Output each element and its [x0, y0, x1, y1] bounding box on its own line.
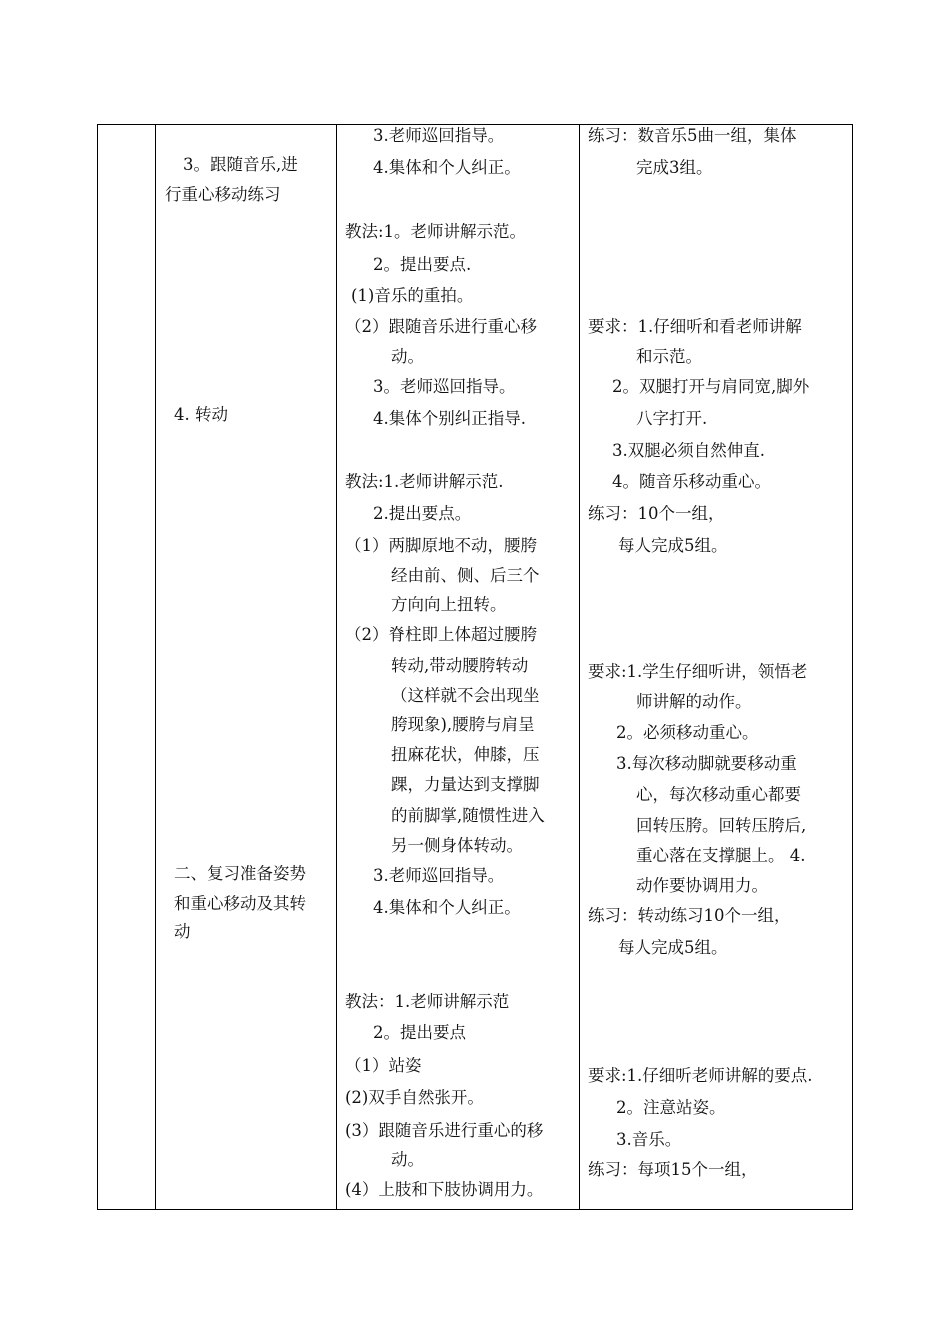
requirement-line: 心，每次移动重心都要 — [636, 785, 801, 804]
requirement-line: 4。随音乐移动重心。 — [612, 472, 771, 491]
requirement-line: 练习：每项15个一组， — [588, 1160, 758, 1179]
teaching-method-column — [337, 125, 579, 1209]
content-line: 和重心移动及其转 — [174, 894, 306, 913]
method-line: 2。提出要点 — [373, 1023, 466, 1042]
method-line: （这样就不会出现坐 — [391, 686, 540, 705]
practice-requirement-column — [580, 125, 852, 1209]
blank-column-cell — [98, 125, 155, 1209]
requirement-line: 要求:1.学生仔细听讲，领悟老 — [588, 662, 808, 681]
method-line: （2）跟随音乐进行重心移 — [345, 317, 537, 336]
requirement-line: 练习：10个一组， — [588, 504, 725, 523]
content-line: 3。跟随音乐,进 — [183, 155, 298, 174]
method-line: 转动,带动腰胯转动 — [391, 656, 529, 675]
requirement-line: 重心落在支撑腿上。 4. — [636, 846, 806, 865]
method-line: (2)双手自然张开。 — [345, 1088, 484, 1107]
method-line: （2）脊柱即上体超过腰胯 — [345, 625, 537, 644]
method-line: 扭麻花状，伸膝，压 — [391, 745, 540, 764]
requirement-line: 师讲解的动作。 — [636, 692, 752, 711]
method-line: 教法:1。老师讲解示范。 — [345, 222, 527, 241]
method-line: 经由前、侧、后三个 — [391, 566, 540, 585]
method-line: （1）两脚原地不动，腰胯 — [345, 536, 537, 555]
method-line: (1)音乐的重拍。 — [351, 286, 474, 305]
method-line: 动。 — [391, 347, 424, 366]
requirement-line: 每人完成5组。 — [618, 938, 728, 957]
requirement-line: 八字打开. — [636, 409, 708, 428]
method-line: (3）跟随音乐进行重心的移 — [345, 1121, 544, 1140]
requirement-line: 回转压胯。回转压胯后, — [636, 816, 807, 835]
method-line: 3.老师巡回指导。 — [373, 126, 505, 145]
content-line: 4. 转动 — [174, 405, 228, 424]
method-line: 教法：1.老师讲解示范 — [345, 992, 510, 1011]
requirement-line: 2。注意站姿。 — [616, 1098, 726, 1117]
method-line: 另一侧身体转动。 — [391, 836, 523, 855]
method-line: 胯现象),腰胯与肩呈 — [391, 715, 535, 734]
requirement-line: 动作要协调用力。 — [636, 876, 768, 895]
method-line: 3.老师巡回指导。 — [373, 866, 505, 885]
requirement-line: 3.每次移动脚就要移动重 — [616, 754, 797, 773]
method-line: 3。老师巡回指导。 — [373, 377, 516, 396]
method-line: 4.集体个别纠正指导. — [373, 409, 526, 428]
requirement-line: 2。必须移动重心。 — [616, 723, 759, 742]
requirement-line: 3.音乐。 — [616, 1130, 682, 1149]
method-line: （1）站姿 — [345, 1056, 422, 1075]
method-line: 4.集体和个人纠正。 — [373, 898, 521, 917]
requirement-line: 要求：1.仔细听和看老师讲解 — [588, 317, 802, 336]
content-line: 二、复习准备姿势 — [174, 864, 306, 883]
method-line: 教法:1.老师讲解示范. — [345, 472, 504, 491]
method-line: (4）上肢和下肢协调用力。 — [345, 1180, 544, 1199]
requirement-line: 2。双腿打开与肩同宽,脚外 — [612, 377, 810, 396]
content-line: 行重心移动练习 — [165, 185, 281, 204]
requirement-line: 练习：数音乐5曲一组，集体 — [588, 126, 797, 145]
requirement-line: 完成3组。 — [636, 158, 713, 177]
method-line: 的前脚掌,随惯性进入 — [391, 806, 545, 825]
method-line: 2.提出要点。 — [373, 504, 472, 523]
method-line: 踝，力量达到支撑脚 — [391, 775, 540, 794]
content-column — [156, 125, 336, 1209]
lesson-plan-table — [97, 124, 853, 1210]
method-line: 方向向上扭转。 — [391, 595, 507, 614]
requirement-line: 3.双腿必须自然伸直. — [612, 441, 765, 460]
content-line: 动 — [174, 922, 191, 941]
requirement-line: 和示范。 — [636, 347, 702, 366]
requirement-line: 要求:1.仔细听老师讲解的要点. — [588, 1066, 813, 1085]
method-line: 动。 — [391, 1150, 424, 1169]
method-line: 4.集体和个人纠正。 — [373, 158, 521, 177]
requirement-line: 每人完成5组。 — [618, 536, 728, 555]
method-line: 2。提出要点. — [373, 255, 472, 274]
requirement-line: 练习：转动练习10个一组， — [588, 906, 791, 925]
